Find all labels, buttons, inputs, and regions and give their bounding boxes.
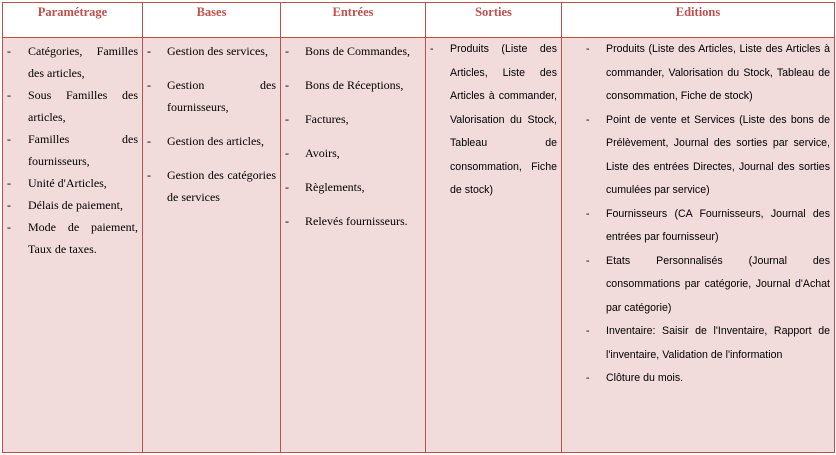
header-row: [3, 3, 835, 38]
features-table: [2, 2, 835, 453]
header-bases: Bases: [143, 3, 281, 38]
list-item-text: Mode de paiement, Taux de taxes.: [28, 220, 138, 256]
bullet-dash-icon: -: [7, 88, 11, 102]
list-item: [586, 367, 830, 391]
list-item-text: Avoirs,: [305, 146, 340, 160]
bullet-dash-icon: -: [7, 198, 11, 212]
list-item: [7, 194, 138, 216]
list-item: [285, 74, 421, 96]
list-item-text: Produits (Liste des Articles, Liste des Articles à commander, Valorisation du Stock, Tableau de consommation, Fiche de stock): [450, 43, 557, 196]
sorties-cell: [426, 38, 562, 453]
bullet-dash-icon: -: [430, 43, 434, 55]
list-item: [147, 130, 276, 152]
list-item-text: Familles des fournisseurs,: [28, 132, 138, 168]
bullet-dash-icon: -: [7, 220, 11, 234]
list-item: [285, 40, 421, 62]
header-parametrage: Paramétrage: [3, 3, 143, 38]
list-item-text: Relevés fournisseurs.: [305, 214, 408, 228]
editions-cell: [562, 38, 835, 453]
bullet-dash-icon: -: [586, 207, 590, 220]
bullet-dash-icon: -: [147, 44, 151, 58]
list-item: [147, 74, 276, 118]
list-item: [586, 38, 830, 109]
bullet-dash-icon: -: [285, 78, 289, 92]
bullet-dash-icon: -: [586, 325, 590, 337]
list-item-text: Délais de paiement,: [28, 198, 123, 212]
sorties-list: [426, 38, 561, 203]
header-sorties: Sorties: [426, 3, 562, 38]
bullet-dash-icon: -: [7, 132, 11, 146]
list-item: [285, 108, 421, 130]
list-item-text: Factures,: [305, 112, 349, 126]
bullet-dash-icon: -: [285, 44, 289, 58]
list-item: [285, 142, 421, 164]
list-item: [147, 40, 276, 62]
list-item: [7, 40, 138, 84]
header-entrees: Entrées: [281, 3, 426, 38]
bullet-dash-icon: -: [586, 372, 590, 384]
bullet-dash-icon: -: [7, 44, 11, 58]
entrees-cell: [281, 38, 426, 453]
bullet-dash-icon: -: [586, 254, 590, 267]
bullet-dash-icon: -: [285, 214, 289, 228]
list-item-text: Inventaire: Saisir de l'Inventaire, Rapport de l'inventaire, Validation de l'information: [606, 325, 830, 361]
entrees-list: [281, 38, 425, 232]
list-item-text: Bons de Commandes,: [305, 44, 410, 58]
list-item-text: Clôture du mois.: [606, 372, 684, 384]
header-editions: Editions: [562, 3, 835, 38]
list-item: [285, 210, 421, 232]
list-item-text: Produits (Liste des Articles, Liste des Articles à commander, Valorisation du Stock, Tableau de consommation, Fiche de stock): [606, 43, 830, 102]
list-item-text: Fournisseurs (CA Fournisseurs, Journal des entrées par fournisseur): [606, 207, 830, 243]
content-row: [3, 38, 835, 453]
bullet-dash-icon: -: [7, 176, 11, 190]
list-item-text: Gestion des services,: [167, 44, 268, 58]
list-item: [7, 128, 138, 172]
list-item: [7, 216, 138, 260]
bullet-dash-icon: -: [147, 78, 151, 92]
bullet-dash-icon: -: [586, 113, 590, 126]
bases-list: [143, 38, 280, 208]
editions-list: [562, 38, 834, 391]
bases-cell: [143, 38, 281, 453]
list-item: [586, 250, 830, 321]
list-item-text: Gestion des catégories de services: [167, 168, 276, 204]
bullet-dash-icon: -: [285, 112, 289, 126]
list-item-text: Point de vente et Services (Liste des bons de Prélèvement, Journal des sorties par service, Liste des entrées Directes, Journal des sorties cumulées par service): [606, 113, 830, 196]
list-item-text: Gestion des articles,: [167, 134, 264, 148]
bullet-dash-icon: -: [285, 146, 289, 160]
list-item: [586, 320, 830, 367]
list-item: [586, 203, 830, 250]
list-item: [147, 164, 276, 208]
parametrage-cell: [3, 38, 143, 453]
list-item: [430, 38, 557, 203]
bullet-dash-icon: -: [586, 43, 590, 55]
list-item-text: Bons de Réceptions,: [305, 78, 404, 92]
bullet-dash-icon: -: [285, 180, 289, 194]
list-item: [7, 84, 138, 128]
bullet-dash-icon: -: [147, 134, 151, 148]
list-item: [586, 109, 830, 203]
list-item-text: Gestion des fournisseurs,: [167, 78, 276, 114]
list-item: [7, 172, 138, 194]
list-item-text: Catégories, Familles des articles,: [28, 44, 138, 80]
list-item-text: Unité d'Articles,: [28, 176, 107, 190]
list-item-text: Sous Familles des articles,: [28, 88, 138, 124]
list-item-text: Etats Personnalisés (Journal des consommations par catégorie, Journal d'Achat par catégorie): [606, 254, 830, 314]
parametrage-list: [3, 38, 142, 260]
list-item: [285, 176, 421, 198]
bullet-dash-icon: -: [147, 168, 151, 182]
list-item-text: Règlements,: [305, 180, 365, 194]
